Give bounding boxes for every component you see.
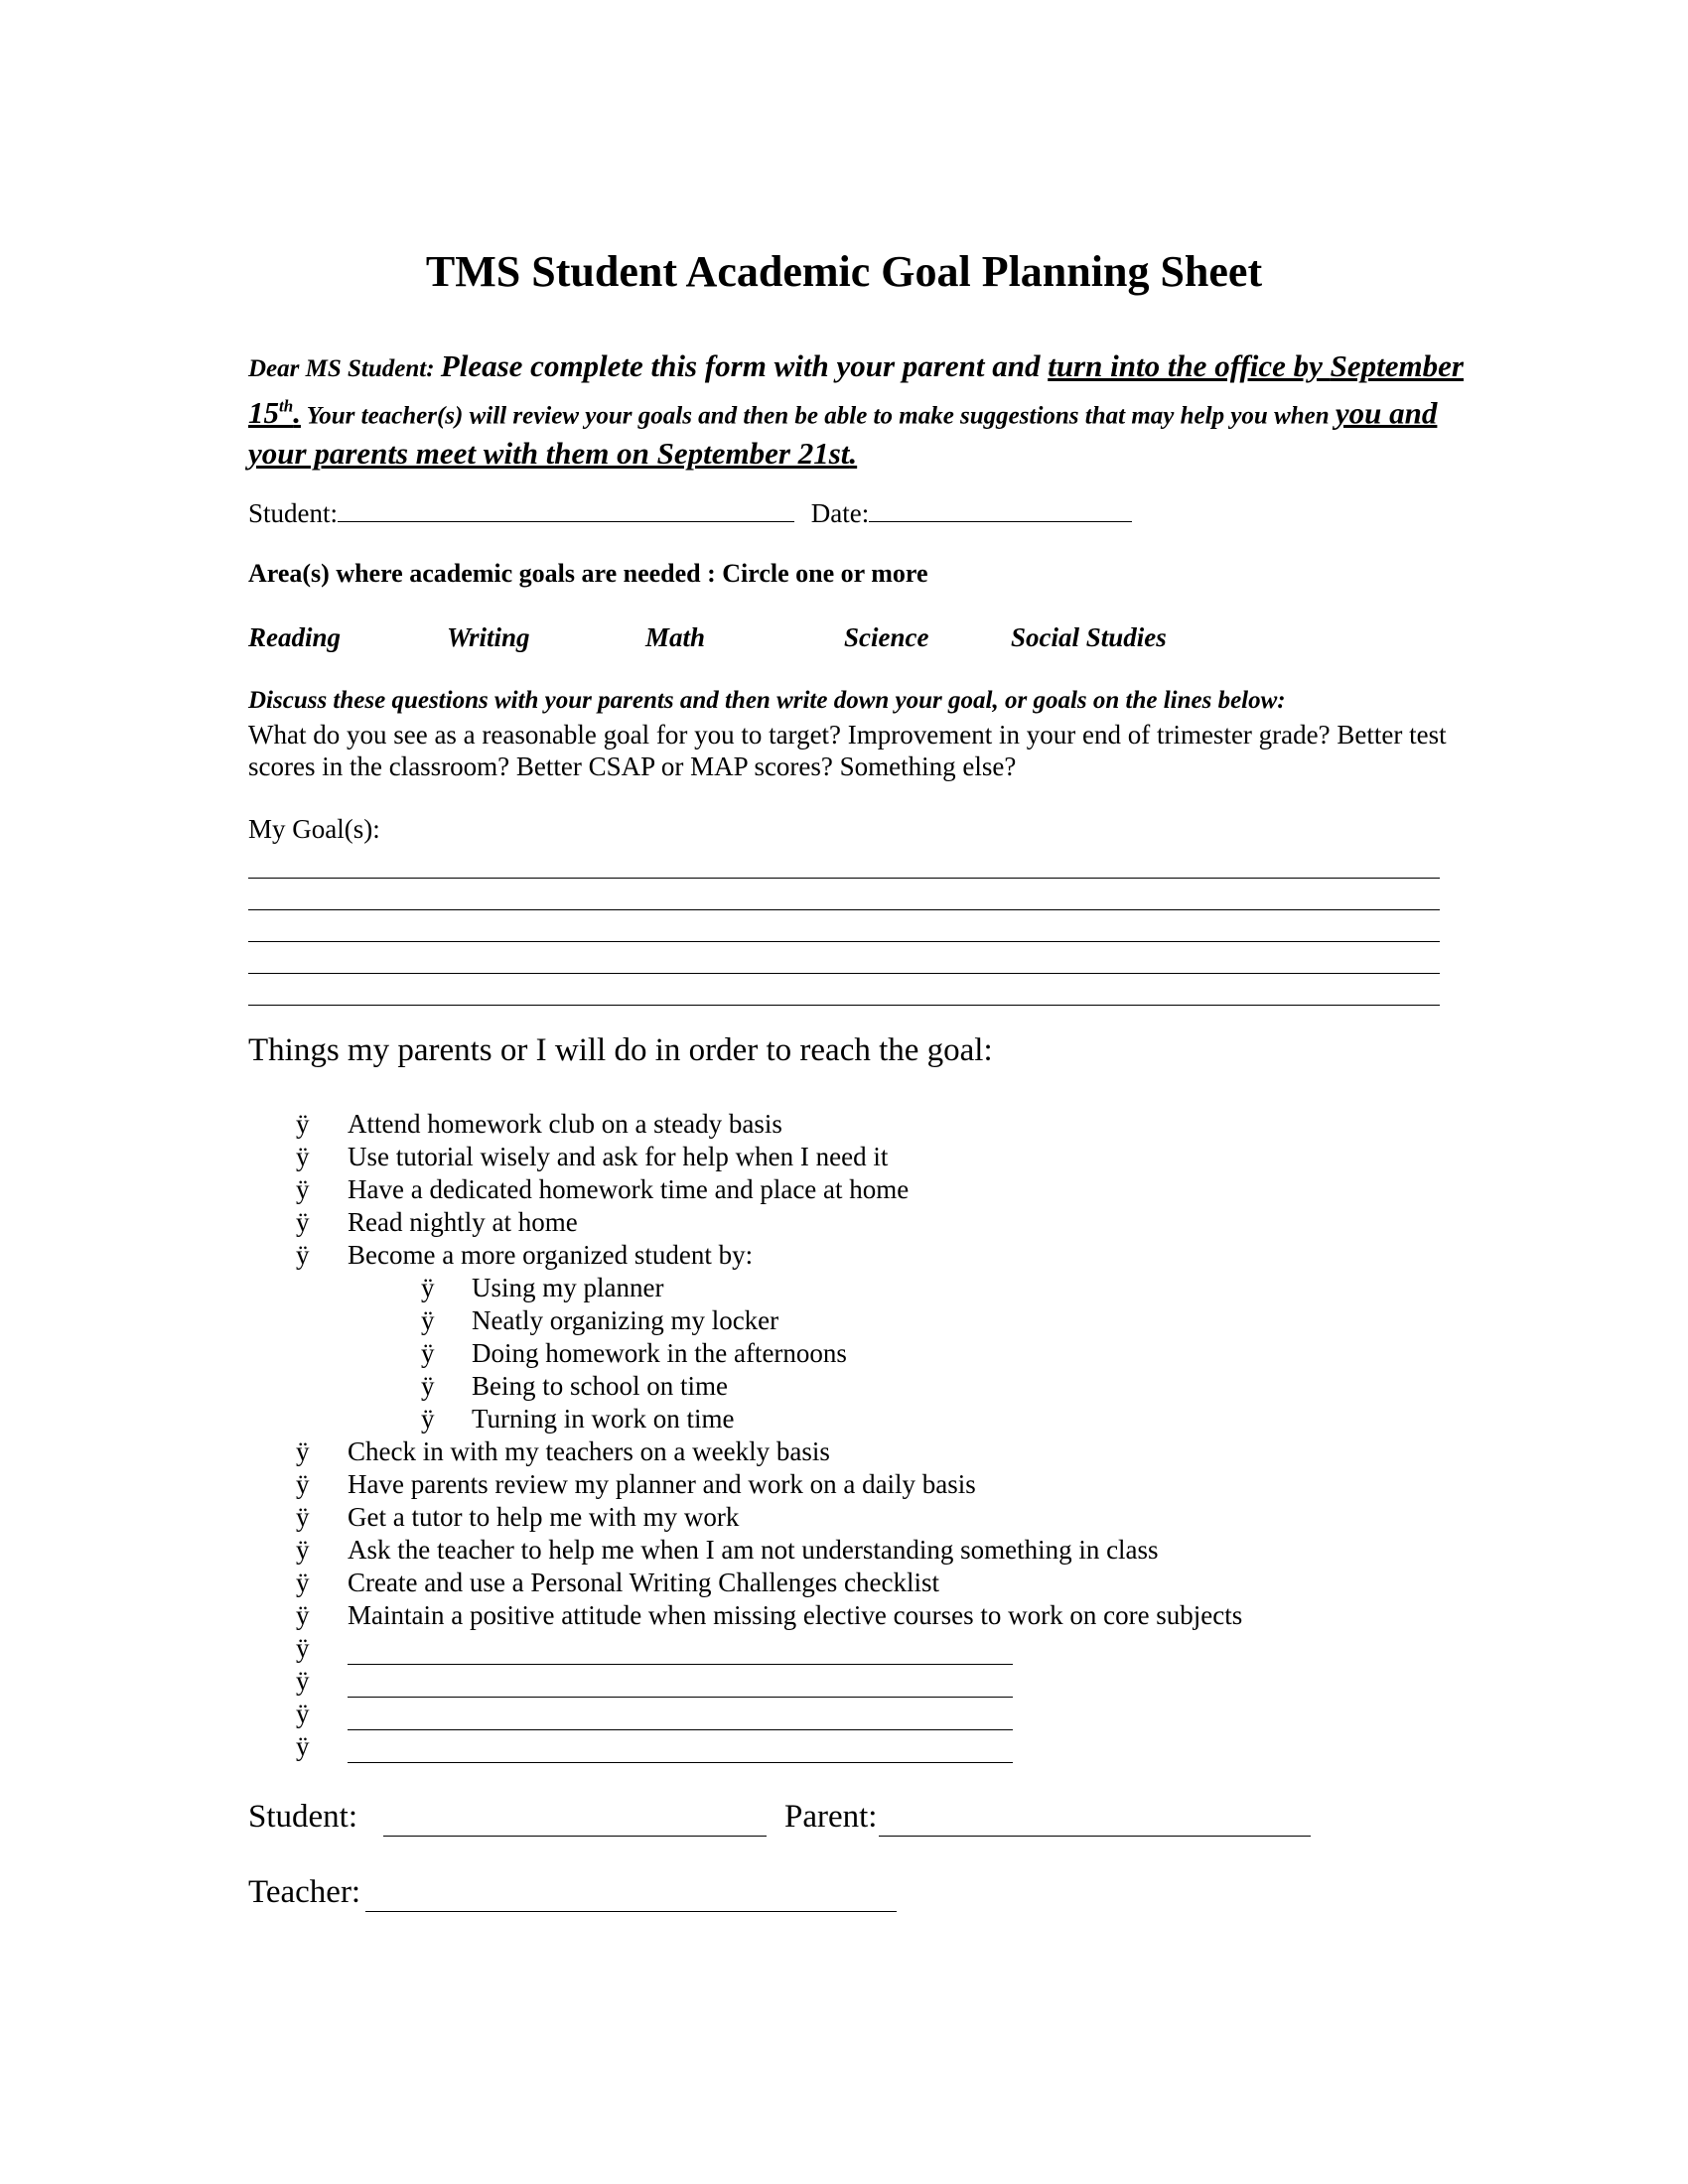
bullet-icon: ÿ (421, 1273, 435, 1302)
goal-line-5[interactable] (248, 1005, 1440, 1006)
discuss-questions: What do you see as a reasonable goal for you to target? Improvement in your end of trimester grade? Better test scores in the classroom? Better CSAP or MAP scores? Something else? (248, 720, 1447, 781)
student-signature-label: Student: (248, 1799, 358, 1835)
action-item: Create and use a Personal Writing Challenges checklist (348, 1568, 939, 1597)
bullet-icon: ÿ (296, 1699, 310, 1728)
sub-action-item: Using my planner (472, 1273, 664, 1302)
bullet-icon: ÿ (296, 1633, 310, 1663)
bullet-icon: ÿ (421, 1371, 435, 1401)
subject-reading[interactable]: Reading (248, 622, 342, 652)
subject-writing[interactable]: Writing (447, 622, 530, 652)
date-label: Date: (810, 498, 870, 528)
action-item: Ask the teacher to help me when I am not understanding something in class (348, 1535, 1159, 1565)
parent-signature-line[interactable] (879, 1836, 1311, 1837)
intro-instructions (248, 347, 1489, 476)
parent-signature-label: Parent: (784, 1799, 878, 1835)
bullet-icon: ÿ (296, 1142, 310, 1171)
custom-action-line[interactable] (348, 1729, 1013, 1730)
custom-action-line[interactable] (348, 1762, 1013, 1763)
student-date-row (248, 496, 1132, 529)
sub-action-item: Neatly organizing my locker (472, 1305, 779, 1335)
action-item: Check in with my teachers on a weekly basis (348, 1436, 830, 1466)
subject-math[interactable]: Math (645, 622, 706, 652)
page-title: TMS Student Academic Goal Planning Sheet (425, 247, 1263, 296)
action-item: Become a more organized student by: (348, 1240, 754, 1270)
bullet-icon: ÿ (421, 1338, 435, 1368)
subject-science[interactable]: Science (844, 622, 929, 652)
bullet-icon: ÿ (296, 1240, 310, 1270)
discuss-heading: Discuss these questions with your parents and then write down your goal, or goals on the lines below: (248, 687, 1286, 714)
bullet-icon: ÿ (296, 1109, 310, 1139)
action-item: Maintain a positive attitude when missing elective courses to work on core subjects (348, 1600, 1243, 1630)
goals-label: My Goal(s): (248, 814, 380, 844)
bullet-icon: ÿ (296, 1731, 310, 1761)
goal-line-2[interactable] (248, 909, 1440, 910)
goal-line-3[interactable] (248, 941, 1440, 942)
bullet-icon: ÿ (296, 1568, 310, 1597)
bullet-icon: ÿ (296, 1469, 310, 1499)
intro-part1-underlined: turn into the office by (1048, 348, 1331, 383)
things-heading: Things my parents or I will do in order to reach the goal: (248, 1032, 993, 1068)
intro-part1: Please complete this form with your parent and (440, 348, 1049, 383)
bullet-icon: ÿ (421, 1305, 435, 1335)
student-label: Student: (248, 498, 339, 528)
action-item: Have parents review my planner and work on a daily basis (348, 1469, 976, 1499)
student-name-field[interactable] (338, 496, 794, 522)
action-item: Attend homework club on a steady basis (348, 1109, 782, 1139)
bullet-icon: ÿ (296, 1502, 310, 1532)
sub-action-item: Turning in work on time (472, 1404, 735, 1433)
intro-part2: Your teacher(s) will review your goals and then be able to make suggestions that may help you when (300, 402, 1336, 430)
areas-heading: Area(s) where academic goals are needed : Circle one or more (248, 559, 928, 588)
bullet-icon: ÿ (296, 1666, 310, 1696)
bullet-icon: ÿ (296, 1174, 310, 1204)
student-signature-line[interactable] (383, 1836, 767, 1837)
intro-deadline: September 15th. (248, 348, 1464, 431)
action-item: Get a tutor to help me with my work (348, 1502, 740, 1532)
action-item: Have a dedicated homework time and place at home (348, 1174, 910, 1204)
action-item: Read nightly at home (348, 1207, 578, 1237)
intro-greeting: Dear MS Student: (248, 355, 441, 382)
subject-options (248, 622, 1241, 658)
sub-action-item: Being to school on time (472, 1371, 728, 1401)
sub-action-item: Doing homework in the afternoons (472, 1338, 847, 1368)
bullet-icon: ÿ (421, 1404, 435, 1433)
custom-action-line[interactable] (348, 1697, 1013, 1698)
teacher-signature-line[interactable] (365, 1911, 897, 1912)
bullet-icon: ÿ (296, 1600, 310, 1630)
bullet-icon: ÿ (296, 1207, 310, 1237)
goal-line-4[interactable] (248, 973, 1440, 974)
intro-end: . (849, 436, 858, 472)
custom-action-line[interactable] (348, 1664, 1013, 1665)
subject-social-studies[interactable]: Social Studies (1011, 622, 1167, 652)
goal-line-1[interactable] (248, 878, 1440, 879)
action-item: Use tutorial wisely and ask for help when I need it (348, 1142, 889, 1171)
date-field[interactable] (869, 496, 1132, 522)
bullet-icon: ÿ (296, 1535, 310, 1565)
intro-meeting: you and your parents meet with them on September 21st (248, 395, 1438, 472)
bullet-icon: ÿ (296, 1436, 310, 1466)
teacher-signature-label: Teacher: (248, 1874, 361, 1910)
